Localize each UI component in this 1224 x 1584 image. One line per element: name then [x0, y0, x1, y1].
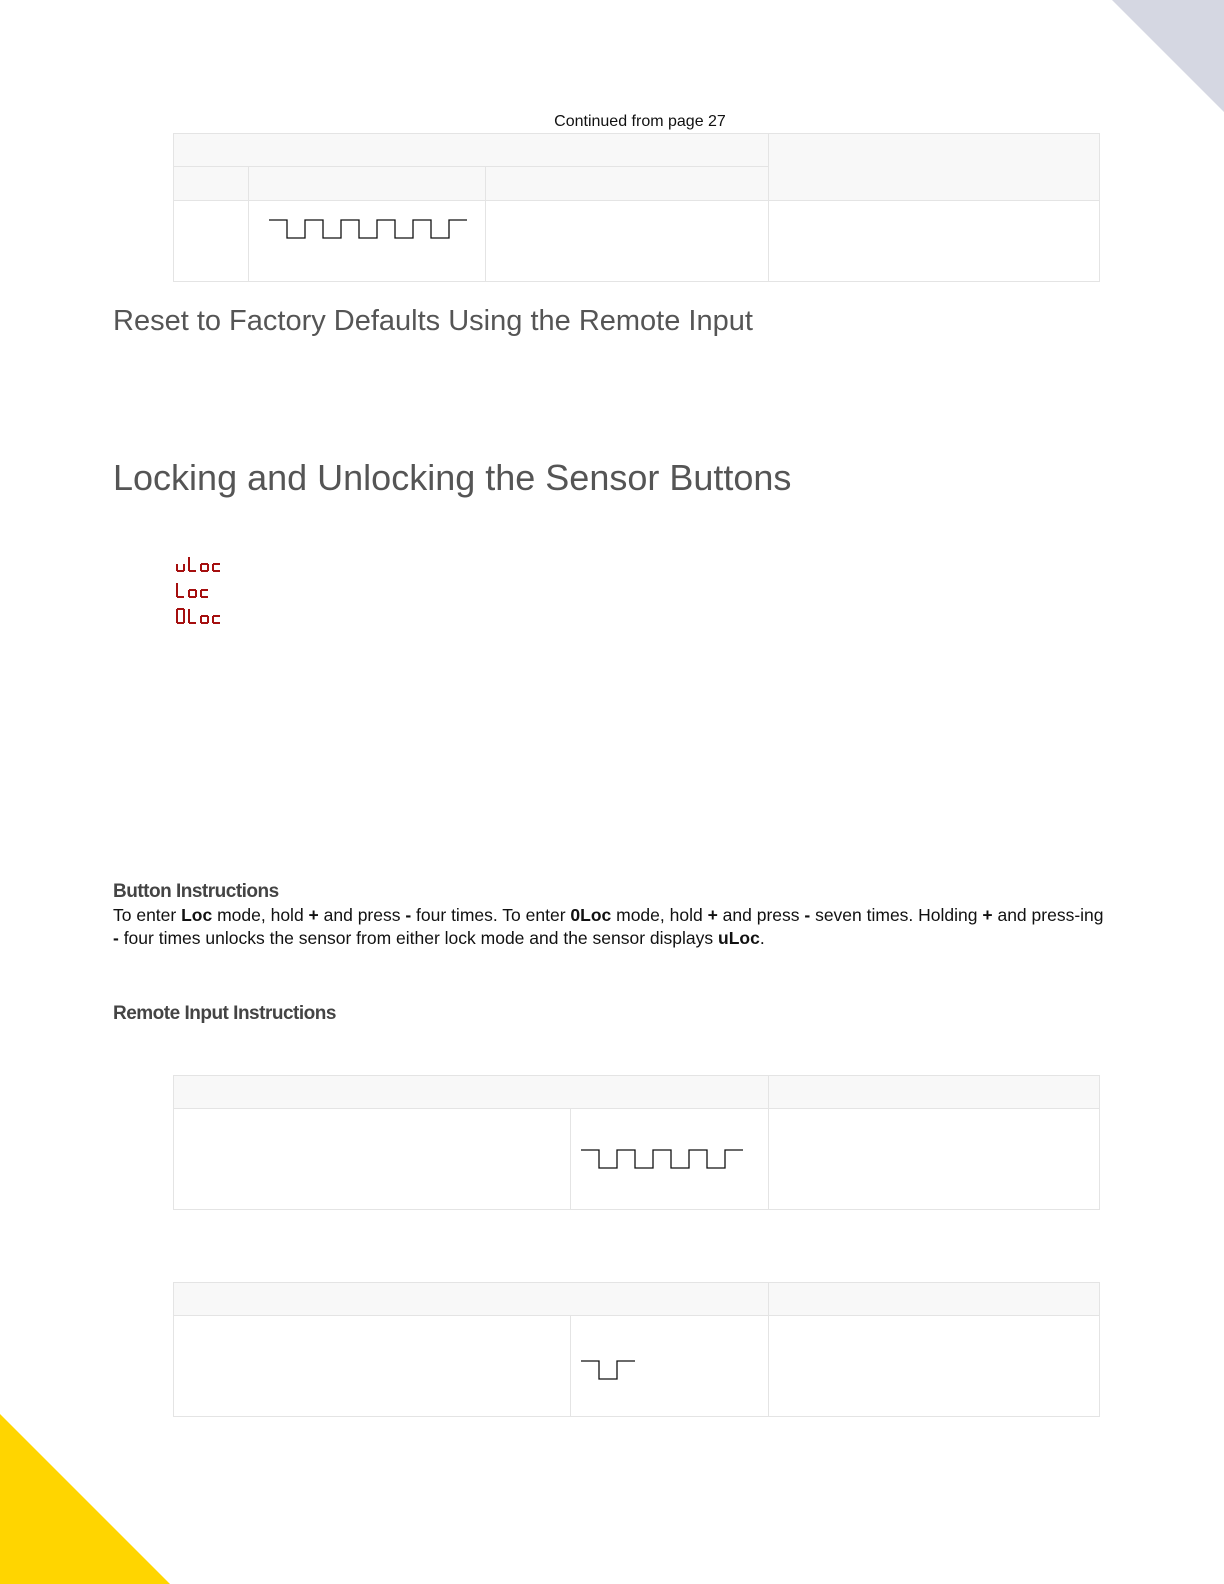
- table-cell: [173, 200, 249, 282]
- table-cell: [248, 200, 486, 282]
- remote-input-title: Remote Input Instructions: [113, 1003, 336, 1024]
- table-cell: [485, 200, 769, 282]
- table-header-cell: [248, 166, 486, 201]
- table-cell: [768, 1315, 1100, 1417]
- pulse-diagram: [269, 217, 469, 243]
- display-segment: [213, 615, 220, 617]
- table-cell: [768, 1108, 1100, 1210]
- display-segment: [212, 616, 214, 623]
- table-header-cell: [173, 133, 769, 167]
- table-header-cell: [485, 166, 769, 201]
- table-cell: [570, 1108, 769, 1210]
- display-segment: [188, 616, 190, 623]
- display-segment: [176, 564, 178, 571]
- display-segment: [177, 622, 184, 624]
- display-segment: [177, 596, 184, 598]
- table-cell: [570, 1315, 769, 1417]
- button-instructions-text: To enter Loc mode, hold + and press - four times. To enter 0Loc mode, hold + and press - seven times. Holding + and press-ing - four times unlocks the sensor from either lock mode and the sensor displays uLoc.: [113, 905, 1104, 948]
- display-segment: [183, 616, 185, 623]
- pulse-diagram: [581, 1358, 651, 1384]
- continued-note: Continued from page 27: [554, 113, 726, 130]
- reset-heading: Reset to Factory Defaults Using the Remote Input: [113, 305, 753, 337]
- pulse-diagram: [581, 1147, 751, 1173]
- display-segment: [177, 608, 184, 610]
- display-segment: [188, 590, 190, 597]
- display-segment: [200, 590, 202, 597]
- display-segment: [177, 570, 184, 572]
- display-segment: [189, 570, 196, 572]
- display-segment: [212, 564, 214, 571]
- table-header-cell: [173, 1282, 769, 1316]
- table-cell: [768, 200, 1100, 282]
- display-segment: [195, 590, 197, 597]
- table-cell: [173, 1315, 571, 1417]
- display-segment: [201, 570, 208, 572]
- display-segment: [183, 564, 185, 571]
- display-loc: [175, 581, 235, 601]
- display-segment: [176, 583, 178, 590]
- display-segment: [176, 609, 178, 616]
- table-header-cell: [768, 1282, 1100, 1316]
- display-segment: [213, 563, 220, 565]
- display-segment: [188, 557, 190, 564]
- table-header-cell: [173, 1075, 769, 1109]
- display-segment: [189, 596, 196, 598]
- display-segment: [200, 564, 202, 571]
- display-segment: [207, 616, 209, 623]
- display-segment: [200, 616, 202, 623]
- table-header-cell: [768, 133, 1100, 201]
- button-instructions-title: Button Instructions: [113, 881, 279, 902]
- table-cell: [173, 1108, 571, 1210]
- pulse-line: [269, 220, 467, 238]
- display-uloc: [175, 555, 235, 575]
- table-header-cell: [173, 166, 249, 201]
- display-segment: [176, 590, 178, 597]
- display-segment: [176, 616, 178, 623]
- display-segment: [201, 596, 208, 598]
- display-segment: [201, 615, 208, 617]
- corner-decoration-bottom: [0, 1414, 170, 1584]
- display-segment: [213, 570, 220, 572]
- display-segment: [201, 563, 208, 565]
- display-segment: [183, 609, 185, 616]
- pulse-line: [581, 1150, 743, 1168]
- display-segment: [188, 564, 190, 571]
- display-0loc: [175, 607, 235, 627]
- display-segment: [189, 622, 196, 624]
- pulse-line: [581, 1361, 635, 1379]
- display-segment: [213, 622, 220, 624]
- table-header-cell: [768, 1075, 1100, 1109]
- display-segment: [189, 589, 196, 591]
- display-segment: [188, 609, 190, 616]
- display-segment: [201, 622, 208, 624]
- corner-decoration-top: [1112, 0, 1224, 112]
- display-segment: [207, 564, 209, 571]
- display-segment: [201, 589, 208, 591]
- locking-heading: Locking and Unlocking the Sensor Buttons: [113, 457, 792, 498]
